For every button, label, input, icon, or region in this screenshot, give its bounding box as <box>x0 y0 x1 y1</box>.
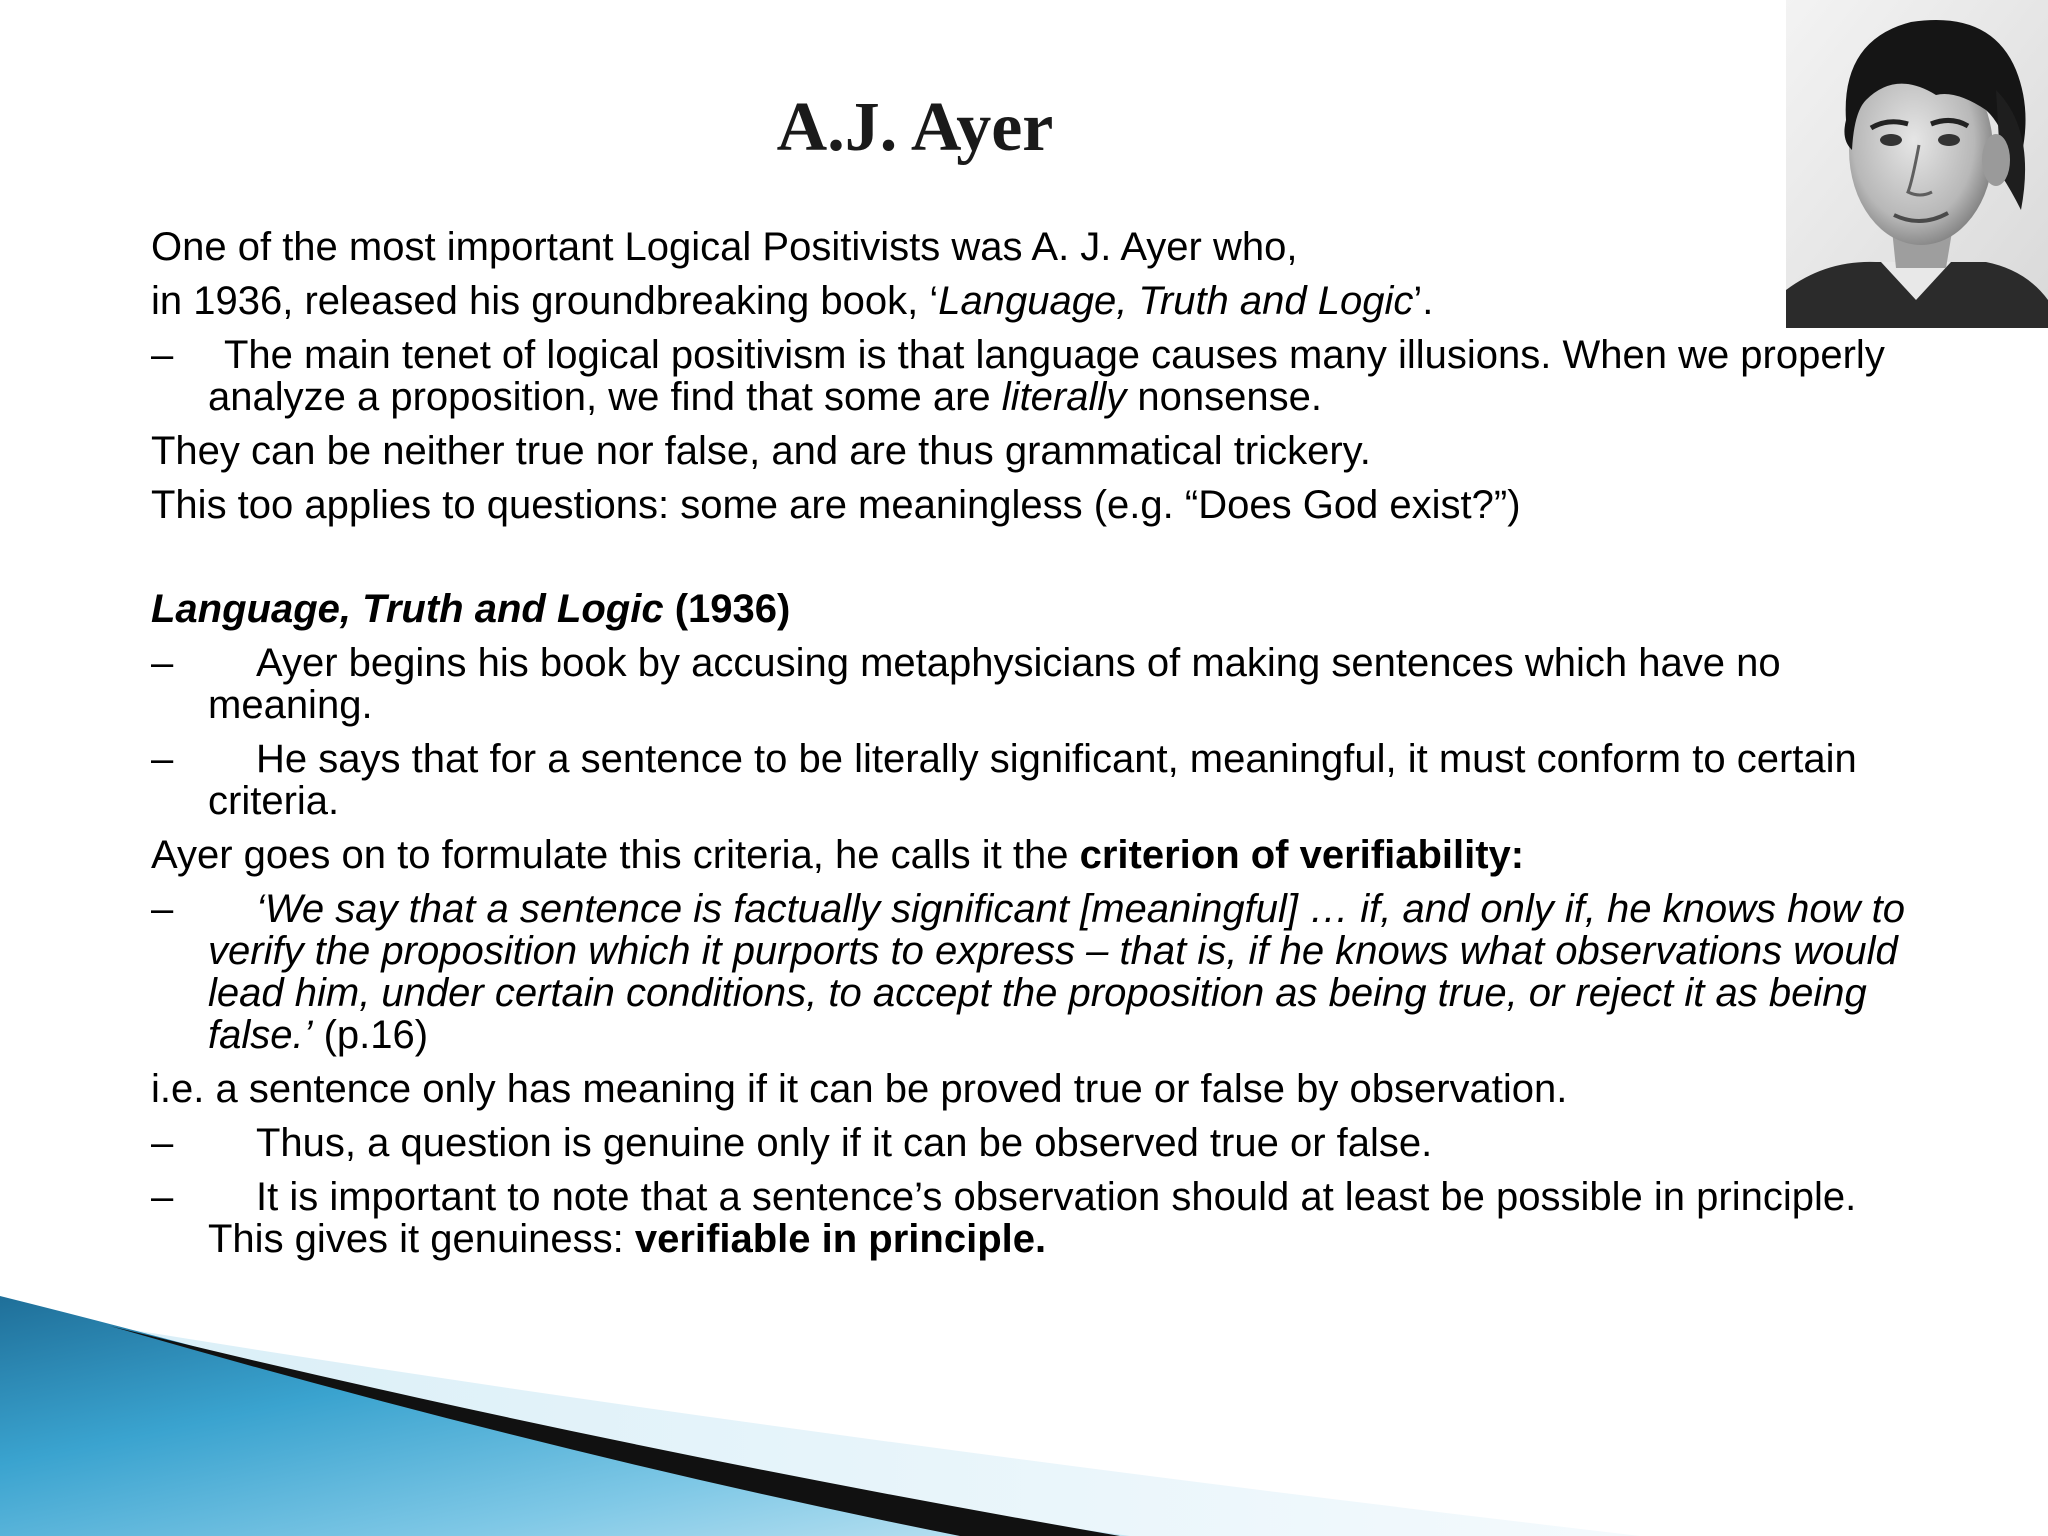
bullet-genuine-question <box>151 1122 1941 1164</box>
dash-marker: – <box>151 1175 174 1219</box>
section-heading-year: (1936) <box>663 587 791 631</box>
bullet-certain-criteria-text: He says that for a sentence to be literally significant, meaningful, it must conform to certain criteria. <box>208 737 1857 823</box>
slide-body <box>151 226 1941 1272</box>
bullet-in-principle <box>151 1176 1941 1260</box>
dash-marker: – <box>151 1121 174 1165</box>
decorative-swoosh <box>0 1296 2048 1536</box>
bullet-main-tenet-text: The main tenet of logical positivism is that language causes many illusions. When we properly analyze a proposition, we find that some are <box>208 333 1885 419</box>
criterion-line <box>151 834 1941 876</box>
intro-line-2-suffix: ’. <box>1413 279 1434 323</box>
dash-marker: – <box>151 333 174 377</box>
dash-marker: – <box>151 737 174 781</box>
bullet-accusing-metaphysicians <box>151 642 1941 726</box>
dash-marker: – <box>151 887 174 931</box>
section-heading-book: Language, Truth and Logic <box>151 587 664 631</box>
intro-line-2 <box>151 280 1941 322</box>
bullet-main-tenet-emphasis: literally <box>1001 375 1127 419</box>
ayer-quote-text: ‘We say that a sentence is factually significant [meaningful] … if, and only if, he knows how to verify the proposition which it purports to express – that is, if he knows what observations would lead him, under certain conditions, to accept the proposition as being true, or reject it as being false.’ <box>208 887 1906 1057</box>
bullet-main-tenet <box>151 334 1941 418</box>
section-heading <box>151 588 1941 630</box>
bullet-certain-criteria <box>151 738 1941 822</box>
bullet-ayer-quote <box>151 888 1941 1056</box>
bullet-accusing-metaphysicians-text: Ayer begins his book by accusing metaphysicians of making sentences which have no meaning. <box>208 641 1781 727</box>
intro-line-2-prefix: in 1936, released his groundbreaking book, ‘ <box>151 279 939 323</box>
questions-line: This too applies to questions: some are meaningless (e.g. “Does God exist?”) <box>151 483 1521 527</box>
slide-title: A.J. Ayer <box>776 89 1054 166</box>
bullet-genuine-question-text: Thus, a question is genuine only if it can be observed true or false. <box>256 1121 1433 1165</box>
bullet-in-principle-text: It is important to note that a sentence’s observation should at least be possible in principle. This gives it genuiness: <box>208 1175 1857 1261</box>
ie-line: i.e. a sentence only has meaning if it can be proved true or false by observation. <box>151 1067 1568 1111</box>
book-title-inline: Language, Truth and Logic <box>938 279 1414 323</box>
verifiable-in-principle-term: verifiable in principle. <box>634 1217 1047 1261</box>
criterion-term: criterion of verifiability: <box>1079 833 1525 877</box>
criterion-line-prefix: Ayer goes on to formulate this criteria, he calls it the <box>151 833 1080 877</box>
dash-marker: – <box>151 641 174 685</box>
bullet-main-tenet-end: nonsense. <box>1126 375 1322 419</box>
neither-true-nor-false-line: They can be neither true nor false, and are thus grammatical trickery. <box>151 429 1371 473</box>
intro-line-1: One of the most important Logical Positivists was A. J. Ayer who, <box>151 225 1298 269</box>
ayer-quote-citation: (p.16) <box>312 1013 429 1057</box>
